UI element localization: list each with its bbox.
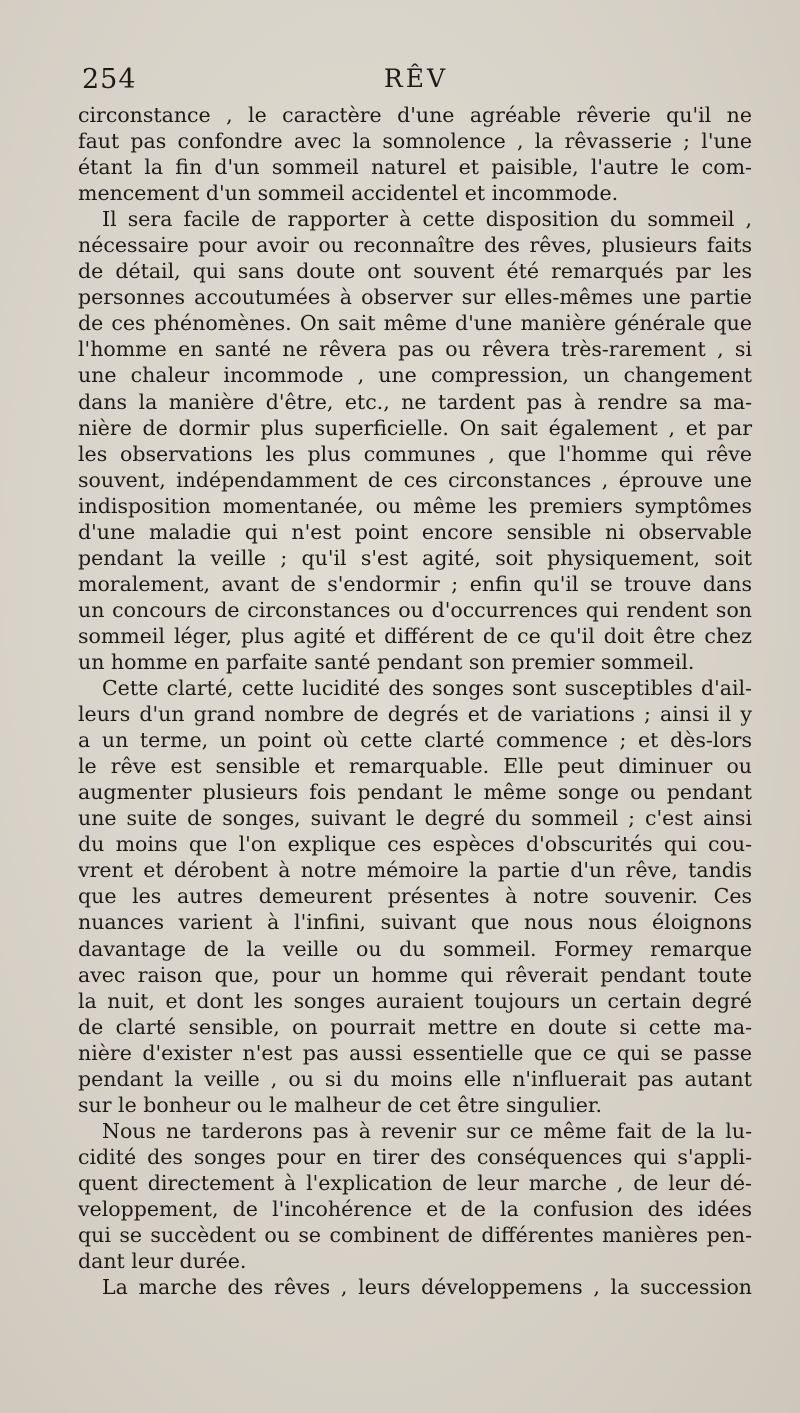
text-line: faut pas confondre avec la somnolence , la rêvasserie ; l'une	[78, 129, 752, 154]
text-line: personnes accoutumées à observer sur elles-mêmes une partie	[78, 285, 752, 310]
text-line: dant leur durée.	[78, 1249, 247, 1274]
text-line: nière de dormir plus superficielle. On sait également , et par	[78, 415, 752, 440]
text-line: Cette clarté, cette lucidité des songes sont susceptibles d'ail-	[102, 676, 752, 701]
text-line: vrent et dérobent à notre mémoire la partie d'un rêve, tandis	[78, 858, 752, 883]
text-line: que les autres demeurent présentes à notre souvenir. Ces	[78, 884, 752, 909]
paragraph	[78, 675, 752, 1118]
text-line: de clarté sensible, on pourrait mettre en doute si cette ma-	[78, 1014, 752, 1039]
text-line: une suite de songes, suivant le degré du sommeil ; c'est ainsi	[78, 806, 752, 831]
text-line: moralement, avant de s'endormir ; enfin qu'il se trouve dans	[78, 571, 752, 596]
text-line: leurs d'un grand nombre de degrés et de variations ; ainsi il y	[78, 702, 752, 727]
text-line: pendant la veille , ou si du moins elle n'influerait pas autant	[78, 1066, 752, 1091]
paragraph	[78, 1118, 752, 1274]
running-head: RÊV	[383, 64, 449, 93]
text-line: le rêve est sensible et remarquable. Elle peut diminuer ou	[78, 754, 752, 779]
text-line: nécessaire pour avoir ou reconnaître des rêves, plusieurs faits	[78, 233, 752, 258]
text-line: d'une maladie qui n'est point encore sensible ni observable	[78, 519, 752, 544]
text-line: augmenter plusieurs fois pendant le même songe ou pendant	[78, 780, 752, 805]
page-number: 254	[82, 64, 137, 95]
text-line: La marche des rêves , leurs développemens , la succession	[102, 1275, 752, 1300]
text-line: de ces phénomènes. On sait même d'une manière générale que	[78, 311, 752, 336]
text-line: la nuit, et dont les songes auraient toujours un certain degré	[78, 988, 752, 1013]
text-line: nière d'exister n'est pas aussi essentielle que ce qui se passe	[78, 1040, 752, 1065]
text-line: sur le bonheur ou le malheur de cet être singulier.	[78, 1092, 602, 1117]
text-line: quent directement à l'explication de leur marche , de leur dé-	[78, 1170, 752, 1195]
paragraph	[78, 102, 752, 206]
text-line: davantage de la veille ou du sommeil. Formey remarque	[78, 936, 752, 961]
text-line: cidité des songes pour en tirer des conséquences qui s'appli-	[78, 1144, 752, 1169]
text-line: Il sera facile de rapporter à cette disposition du sommeil ,	[102, 207, 752, 232]
text-line: les observations les plus communes , que l'homme qui rêve	[78, 441, 752, 466]
text-line: l'homme en santé ne rêvera pas ou rêvera très-rarement , si	[78, 337, 752, 362]
text-line: mencement d'un sommeil accidentel et incommode.	[78, 181, 619, 206]
text-line: de détail, qui sans doute ont souvent été remarqués par les	[78, 259, 752, 284]
text-line: souvent, indépendamment de ces circonstances , éprouve une	[78, 467, 752, 492]
text-line: qui se succèdent ou se combinent de différentes manières pen-	[78, 1223, 752, 1248]
text-line: une chaleur incommode , une compression, un changement	[78, 363, 752, 388]
paragraph	[78, 206, 752, 675]
text-line: a un terme, un point où cette clarté commence ; et dès-lors	[78, 728, 752, 753]
body-text	[78, 102, 752, 1300]
text-line: étant la fin d'un sommeil naturel et paisible, l'autre le com-	[78, 155, 752, 180]
paragraph	[78, 1274, 752, 1300]
text-line: circonstance , le caractère d'une agréable rêverie qu'il ne	[78, 103, 752, 127]
text-line: un homme en parfaite santé pendant son premier sommeil.	[78, 649, 695, 674]
text-line: Nous ne tarderons pas à revenir sur ce même fait de la lu-	[102, 1118, 752, 1143]
text-line: sommeil léger, plus agité et différent de ce qu'il doit être chez	[78, 623, 752, 648]
page-header	[82, 62, 750, 102]
text-line: pendant la veille ; qu'il s'est agité, soit physiquement, soit	[78, 545, 752, 570]
text-line: du moins que l'on explique ces espèces d'obscurités qui cou-	[78, 832, 752, 857]
text-line: avec raison que, pour un homme qui rêverait pendant toute	[78, 962, 752, 987]
text-line: un concours de circonstances ou d'occurrences qui rendent son	[78, 597, 752, 622]
text-line: nuances varient à l'infini, suivant que nous nous éloignons	[78, 910, 752, 935]
text-line: indisposition momentanée, ou même les premiers symptômes	[78, 493, 752, 518]
text-line: dans la manière d'être, etc., ne tardent pas à rendre sa ma-	[78, 389, 752, 414]
text-line: veloppement, de l'incohérence et de la confusion des idées	[78, 1196, 752, 1221]
